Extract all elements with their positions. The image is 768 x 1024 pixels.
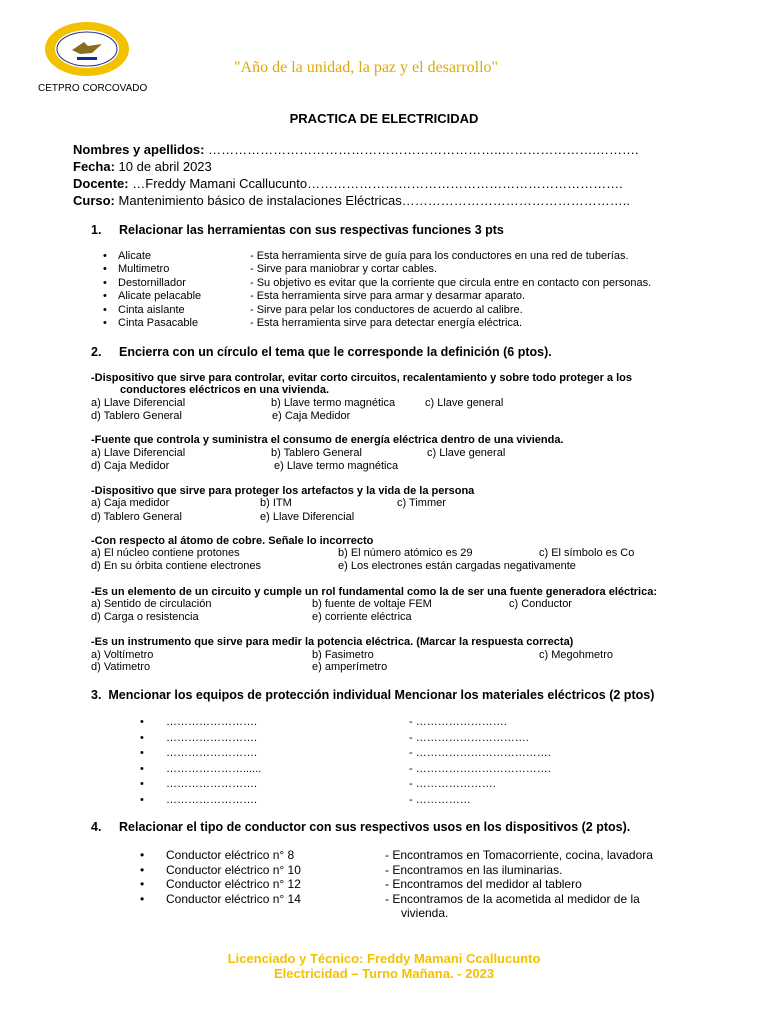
option[interactable]: a) Llave Diferencial [91,447,186,459]
bullet-icon: • [140,877,145,892]
tool-name: Alicate pelacable [118,290,202,303]
option[interactable]: e) Llave termo magnética [274,460,399,472]
bullet-icon: • [103,250,107,262]
question-number: 1. [91,223,102,237]
bullet-icon: • [140,747,144,759]
answer-blank[interactable]: - ……………………. [409,716,507,728]
course-value: Mantenimiento básico de instalaciones Eléctricas…………………………………………….. [118,193,630,208]
option[interactable]: e) corriente eléctrica [312,611,412,623]
option[interactable]: c) El símbolo es Co [539,547,635,559]
question-text: Mencionar los equipos de protección individual Mencionar los materiales eléctricos (2 ptos) [108,688,655,702]
answer-blank[interactable]: ……………………. [166,793,258,806]
option[interactable]: b) ITM [260,497,292,509]
conductor-name: Conductor eléctrico n° 8 [166,848,295,862]
bullet-icon: • [103,317,107,329]
tool-name: Cinta Pasacable [118,317,199,329]
q2-item-prompt: -Dispositivo que sirve para controlar, evitar corto circuitos, recalentamiento y sobre todo proteger a los [91,372,632,384]
conductor-use: - Encontramos de la acometida al medidor de la [385,891,640,906]
answer-blank[interactable]: - …………………. [409,778,496,790]
q2-item-prompt-cont: conductores eléctricos en una vivienda. [120,384,330,396]
answer-blank[interactable]: - ………………………………. [409,747,551,759]
question-1 [91,223,504,237]
bullet-icon: • [103,303,107,316]
course-label: Curso: [73,193,115,208]
name-value: …………………………………………………………..………………….………. [208,142,639,157]
bullet-icon: • [140,716,144,728]
option[interactable]: c) Conductor [509,598,572,610]
option[interactable]: d) En su órbita contiene electrones [91,560,261,572]
answer-blank[interactable]: - ………………………………. [409,762,551,775]
option[interactable]: a) Caja medidor [91,497,170,509]
conductor-name: Conductor eléctrico n° 12 [166,877,301,892]
name-line [73,142,639,157]
option[interactable]: a) Llave Diferencial [91,397,186,409]
school-logo [44,20,130,78]
tool-name: Destornillador [118,276,186,289]
option[interactable]: b) El número atómico es 29 [338,547,473,559]
option[interactable]: a) El núcleo contiene protones [91,547,240,559]
date-value: 10 de abril 2023 [118,159,212,174]
option[interactable]: d) Carga o resistencia [91,611,199,623]
q2-item-prompt: -Con respecto al átomo de cobre. Señale lo incorrecto [91,535,374,547]
school-name: CETPRO CORCOVADO [38,83,148,94]
use-continuation: vivienda. [401,906,449,920]
tool-name: Cinta aislante [118,303,185,316]
date-label: Fecha: [73,159,115,174]
option[interactable]: b) fuente de voltaje FEM [312,598,432,610]
option[interactable]: b) Tablero General [271,447,362,459]
answer-blank[interactable]: ……………………. [166,747,258,759]
question-number: 3. [91,688,102,702]
footer-line-1: Licenciado y Técnico: Freddy Mamani Ccallucunto [227,951,541,966]
bullet-icon: • [140,778,144,790]
tool-name: Multimetro [118,263,170,276]
answer-blank[interactable]: ……………………. [166,731,258,744]
motto: "Año de la unidad, la paz y el desarrollo" [234,59,499,76]
answer-blank[interactable]: - …………………………. [409,731,529,744]
option[interactable]: c) Llave general [427,447,506,459]
option[interactable]: c) Timmer [397,497,446,509]
question-4 [91,820,630,834]
option[interactable]: b) Llave termo magnética [271,397,396,409]
bullet-icon: • [140,762,144,775]
answer-blank[interactable]: - …………… [409,793,471,806]
bullet-icon: • [140,848,145,862]
option[interactable]: e) Caja Medidor [272,410,351,422]
conductor-use: - Encontramos en las iluminarias. [385,862,563,877]
page-title: PRACTICA DE ELECTRICIDAD [289,111,479,126]
option[interactable]: a) Sentido de circulación [91,598,212,610]
tool-name: Alicate [118,250,152,262]
tool-function: - Sirve para pelar los conductores de acuerdo al calibre. [250,303,523,316]
conductor-name: Conductor eléctrico n° 10 [166,862,301,877]
teacher-label: Docente: [73,176,129,191]
bullet-icon: • [140,891,145,906]
option[interactable]: d) Caja Medidor [91,460,170,472]
conductor-use: - Encontramos del medidor al tablero [385,877,582,892]
bullet-icon: • [103,276,107,289]
question-text: Relacionar el tipo de conductor con sus respectivos usos en los dispositivos (2 ptos). [119,820,631,834]
name-label: Nombres y apellidos: [73,142,205,157]
bullet-icon: • [140,731,144,744]
option[interactable]: d) Vatimetro [91,661,151,673]
teacher-line [73,176,623,191]
question-3 [91,688,654,702]
bullet-icon: • [140,862,145,877]
q2-item-prompt: -Fuente que controla y suministra el consumo de energía eléctrica dentro de una vivienda. [91,434,564,446]
answer-blank[interactable]: ……………………. [166,716,258,728]
tool-function: - Sirve para maniobrar y cortar cables. [250,263,438,276]
answer-blank[interactable]: …………………...... [166,762,262,775]
option[interactable]: d) Tablero General [91,410,182,422]
tool-function: - Esta herramienta sirve para armar y desarmar aparato. [250,290,526,303]
q2-item-prompt: -Es un instrumento que sirve para medir la potencia eléctrica. (Marcar la respuesta correcta) [91,636,574,648]
question-number: 4. [91,820,102,834]
answer-blank[interactable]: ……………………. [166,778,258,790]
footer-line-2: Electricidad – Turno Mañana. - 2023 [273,966,495,981]
q2-item-prompt: -Es un elemento de un circuito y cumple un rol fundamental como la de ser una fuente generadora eléctrica: [91,586,658,598]
tool-function: - Esta herramienta sirve de guía para los conductores en una red de tuberías. [250,250,629,262]
conductor-name: Conductor eléctrico n° 14 [166,891,301,906]
q2-item-prompt: -Dispositivo que sirve para proteger los artefactos y la vida de la persona [91,485,475,497]
tool-function: - Esta herramienta sirve para detectar energía eléctrica. [250,317,523,329]
option[interactable]: c) Llave general [425,397,504,409]
option[interactable]: e) Los electrones están cargadas negativamente [338,560,576,572]
option[interactable]: a) Voltímetro [91,649,154,661]
question-text: Relacionar las herramientas con sus respectivas funciones 3 pts [119,223,504,237]
date-line [73,159,212,174]
conductor-use: - Encontramos en Tomacorriente, cocina, lavadora [385,848,653,862]
question-text: Encierra con un círculo el tema que le corresponde la definición (6 ptos). [119,345,552,359]
bullet-icon: • [103,263,107,276]
question-number: 2. [91,345,102,359]
question-2 [91,345,552,359]
option[interactable]: d) Tablero General [91,511,182,523]
tool-function: - Su objetivo es evitar que la corriente que circula entre en contacto con personas. [250,276,652,289]
bullet-icon: • [103,290,107,303]
option[interactable]: b) Fasimetro [312,649,374,661]
option[interactable]: e) Llave Diferencial [260,511,355,523]
option[interactable]: c) Megohmetro [539,649,613,661]
teacher-value: …Freddy Mamani Ccallucunto………………………………………………………………. [132,176,623,191]
option[interactable]: e) amperímetro [312,661,388,673]
course-line [73,193,630,208]
bullet-icon: • [140,793,144,806]
